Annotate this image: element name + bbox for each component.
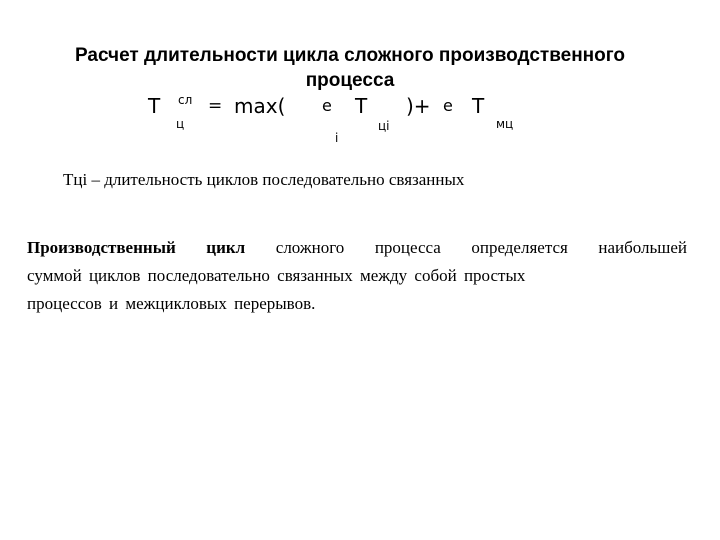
formula-sum-symbol-2: е bbox=[443, 96, 453, 115]
title-line-1: Расчет длительности цикла сложного производственного bbox=[74, 45, 626, 66]
paragraph-line-1-rest: сложного процесса определяется наибольшей bbox=[245, 238, 688, 257]
slide-title bbox=[40, 43, 660, 93]
formula-close-plus: )+ bbox=[406, 94, 431, 118]
formula-superscript-sl: сл bbox=[178, 93, 193, 107]
paragraph-line-2: суммой циклов последовательно связанных между собой простых bbox=[27, 266, 526, 285]
paragraph-bold-term: Производственный цикл bbox=[27, 238, 246, 257]
formula-subscript-ts: ц bbox=[176, 117, 185, 131]
formula-T-cycle: Т bbox=[355, 94, 368, 118]
formula-T-symbol: Т bbox=[148, 94, 161, 118]
body-paragraph bbox=[27, 234, 687, 318]
title-line-2: процесса bbox=[305, 70, 395, 91]
formula-equals: = bbox=[208, 96, 223, 116]
formula-subscript-i: i bbox=[335, 131, 339, 145]
formula-T-intercycle: Т bbox=[472, 94, 485, 118]
paragraph-line-3: процессов и межцикловых перерывов. bbox=[27, 294, 316, 313]
formula-max: max( bbox=[234, 94, 286, 118]
formula-subscript-mts: мц bbox=[496, 117, 514, 131]
formula-sum-symbol-1: е bbox=[322, 96, 332, 115]
definition-note: Тцi – длительность циклов последовательно связанных bbox=[63, 170, 465, 189]
paragraph-line-1 bbox=[27, 234, 687, 262]
formula-subscript-tsi: цi bbox=[378, 119, 390, 133]
